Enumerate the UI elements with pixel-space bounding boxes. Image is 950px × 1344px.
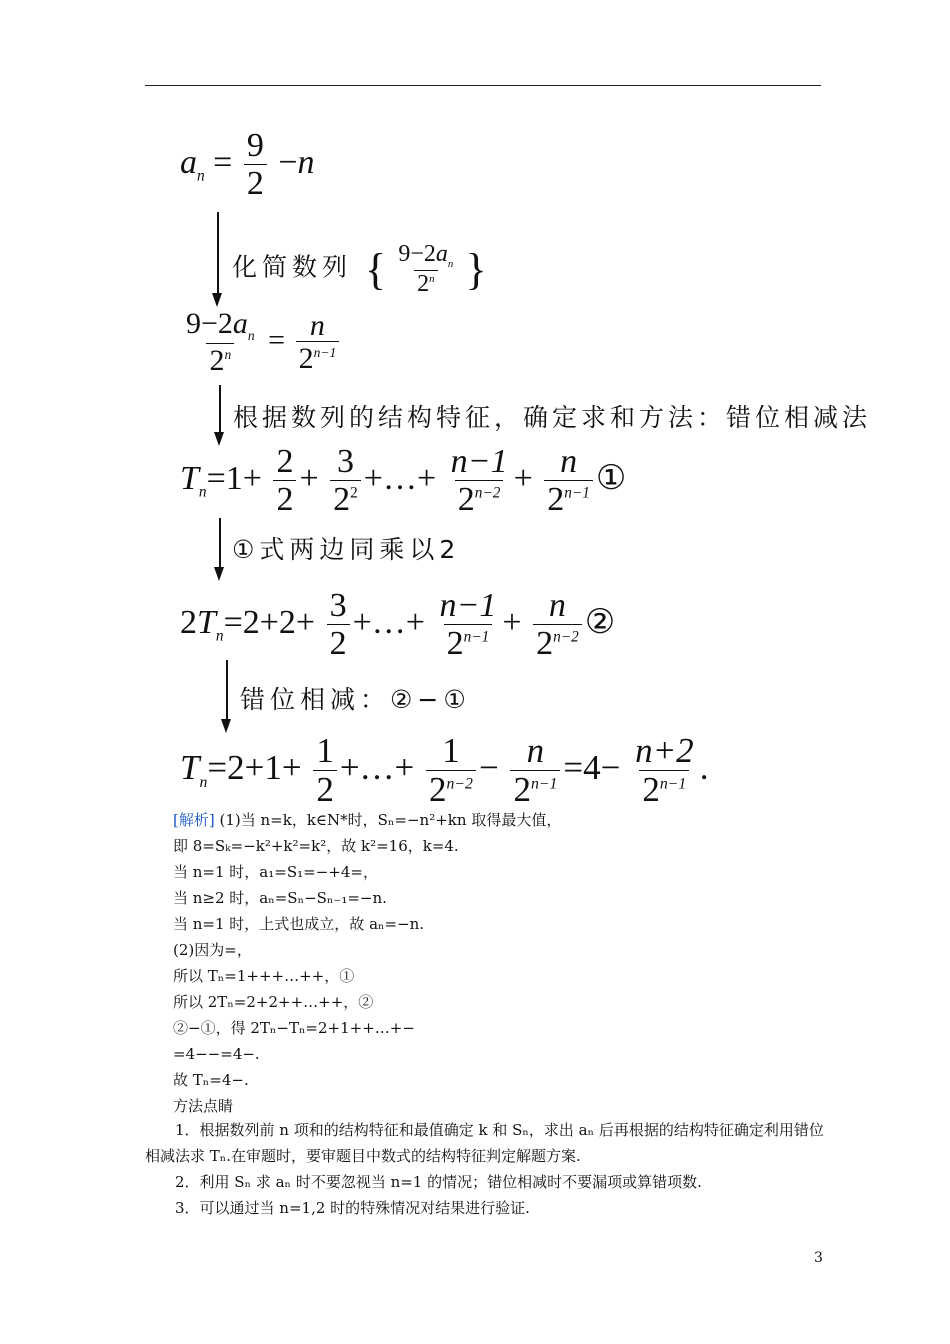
ellipsis-terms: +…+ <box>363 459 437 497</box>
exponent: n−1 <box>463 628 490 646</box>
fraction-n-2n1 <box>510 733 560 809</box>
fraction-3-2 <box>327 588 350 662</box>
sub-n: n <box>447 257 454 270</box>
numerator: n <box>560 443 578 480</box>
solution-line-1 <box>173 813 561 828</box>
page-number: 3 <box>814 1250 823 1266</box>
numerator: 2 <box>276 443 294 480</box>
numerator: n <box>309 308 325 342</box>
fraction-2-2 <box>273 444 296 518</box>
var-t: T <box>197 603 216 641</box>
arrow-1-line <box>217 212 219 296</box>
equation-an <box>180 128 315 202</box>
circle-mark-2: ② <box>584 603 616 641</box>
plus: + <box>513 459 533 497</box>
denominator-base: 2 <box>417 271 430 298</box>
exponent: n−1 <box>659 775 687 793</box>
arrow-3-head <box>214 567 224 581</box>
fraction-1-2n2 <box>426 733 476 809</box>
minus: − <box>478 748 499 788</box>
equals: = <box>268 323 286 357</box>
terms-start: =2+2+ <box>223 603 316 641</box>
exponent: n−1 <box>564 484 590 502</box>
equals: = <box>213 143 233 181</box>
var-a: a <box>232 307 248 340</box>
step-multiply <box>232 530 460 566</box>
var-t: T <box>180 748 200 788</box>
denominator-base: 2 <box>457 480 475 518</box>
exponent: n−2 <box>553 628 579 646</box>
var-a: a <box>435 241 448 267</box>
numerator: n+2 <box>635 731 694 770</box>
terms-start: =2+1+ <box>207 748 302 788</box>
exponent: 2 <box>350 484 358 502</box>
terms-start: =1+ <box>206 459 262 497</box>
sub-n: n <box>215 627 224 645</box>
numerator: 1 <box>442 731 460 770</box>
fraction-n2-2n1 <box>632 733 697 809</box>
denominator-base: 2 <box>536 624 554 662</box>
step-simplify-label: 化简数列 <box>232 252 353 282</box>
header-rule <box>145 85 821 86</box>
numerator: n <box>548 587 566 624</box>
equation-simplified <box>180 308 342 377</box>
fraction-n-1 <box>448 444 511 518</box>
solution-tag: [解析] <box>173 811 215 829</box>
denominator: 2 <box>327 624 350 662</box>
coefficient: 2 <box>180 603 197 641</box>
denominator-base: 2 <box>513 769 531 809</box>
denominator-base: 2 <box>446 624 464 662</box>
fraction-9-2 <box>244 128 267 202</box>
step-method <box>233 398 871 434</box>
denominator-base: 2 <box>209 344 225 378</box>
equals-four-minus: =4− <box>563 748 621 788</box>
fraction-n <box>533 588 582 662</box>
tip-3: 3．可以通过当 n=1,2 时的特殊情况对结果进行验证. <box>175 1199 530 1217</box>
exponent: n <box>429 273 435 286</box>
fraction-n <box>544 444 593 518</box>
plus: + <box>299 459 319 497</box>
equation-2tn <box>180 588 615 662</box>
solution-line-11: 故 Tₙ=4−. <box>173 1071 249 1089</box>
step-method-label: 根据数列的结构特征，确定求和方法：错位相减法 <box>233 403 872 432</box>
fraction-right <box>296 310 340 376</box>
solution-line-9: ②−①，得 2Tₙ−Tₙ=2+1++…+− <box>173 1019 415 1037</box>
numerator: 9 <box>246 127 264 164</box>
numerator-part: 9−2 <box>398 241 436 267</box>
denominator: 2 <box>273 480 296 518</box>
minus: − <box>278 143 298 181</box>
solution-line-8: 所以 2Tₙ=2+2++…++，② <box>173 993 374 1011</box>
tip-2: 2．利用 Sₙ 求 aₙ 时不要忽视当 n=1 的情况；错位相减时不要漏项或算错项数. <box>175 1173 702 1191</box>
step-subtract-label: 错位相减：②−① <box>240 685 471 714</box>
numerator: n <box>526 731 545 770</box>
solution-line-4: 当 n≥2 时，aₙ=Sₙ−Sₙ₋₁=−n. <box>173 889 387 907</box>
plus: + <box>502 603 522 641</box>
sub-n: n <box>199 774 208 792</box>
left-brace: { <box>364 245 387 295</box>
fraction-9-2an-2n <box>395 242 456 298</box>
numerator: 3 <box>336 443 354 480</box>
ellipsis-terms: +…+ <box>352 603 425 641</box>
exponent: n−1 <box>530 775 558 793</box>
sub-n: n <box>198 483 207 501</box>
period: . <box>699 748 709 788</box>
var-a: a <box>180 143 197 181</box>
arrow-1-head <box>212 293 222 307</box>
fraction-left <box>183 308 258 377</box>
exponent: n−2 <box>474 484 501 502</box>
method-heading: 方法点睛 <box>173 1097 234 1115</box>
sub-n: n <box>197 167 205 185</box>
exponent: n−2 <box>446 775 473 793</box>
fraction-n-1 <box>436 588 499 662</box>
sub-n: n <box>247 328 255 343</box>
numerator: n−1 <box>450 443 508 480</box>
solution-line-7: 所以 Tₙ=1+++…++，① <box>173 967 355 985</box>
arrow-3-line <box>219 518 221 570</box>
ellipsis-terms: +…+ <box>339 748 415 788</box>
solution-line-6: (2)因为=， <box>173 941 252 959</box>
numerator: 3 <box>329 587 347 624</box>
solution-line-1-text: (1)当 n=k，k∈N*时，Sₙ=−n²+kn 取得最大值， <box>219 811 562 829</box>
step-simplify-expression <box>364 241 487 298</box>
circle-mark-1: ① <box>595 459 627 497</box>
denominator-base: 2 <box>333 480 351 518</box>
step-multiply-label: ①式两边同乘以2 <box>232 535 461 564</box>
equation-result <box>180 733 708 809</box>
step-simplify <box>232 242 487 298</box>
solution-line-2: 即 8=Sₖ=−k²+k²=k²，故 k²=16，k=4. <box>173 837 459 855</box>
right-brace: } <box>465 245 487 295</box>
arrow-4-line <box>226 660 228 722</box>
denominator-base: 2 <box>547 480 565 518</box>
equation-tn <box>180 444 626 518</box>
numerator: 1 <box>316 731 334 770</box>
fraction-3-2sq <box>330 444 361 518</box>
denominator-base: 2 <box>298 342 314 376</box>
solution-line-10: =4−−=4−. <box>173 1045 260 1063</box>
denominator-base: 2 <box>429 769 447 809</box>
arrow-4-head <box>221 719 231 733</box>
denominator: 2 <box>244 164 267 202</box>
fraction-1-2 <box>313 733 337 809</box>
tip-1: 1．根据数列前 n 项和的结构特征和最值确定 k 和 Sₙ，求出 aₙ 后再根据的结构特征确定利用错位相减法求 Tₙ.在审题时，要审题目中数式的结构特征判定解题方案. <box>145 1121 824 1165</box>
solution-line-3: 当 n=1 时，a₁=S₁=−+4=， <box>173 863 378 881</box>
numerator-part: 9−2 <box>186 307 233 340</box>
step-subtract <box>240 680 471 716</box>
denominator-base: 2 <box>642 769 660 809</box>
exponent: n−1 <box>313 345 337 361</box>
var-n: n <box>297 143 315 181</box>
denominator: 2 <box>313 770 337 810</box>
arrow-2-line <box>219 385 221 435</box>
numerator: n−1 <box>439 587 497 624</box>
exponent: n <box>224 347 232 363</box>
var-t: T <box>180 459 199 497</box>
solution-line-5: 当 n=1 时，上式也成立，故 aₙ=−n. <box>173 915 425 933</box>
